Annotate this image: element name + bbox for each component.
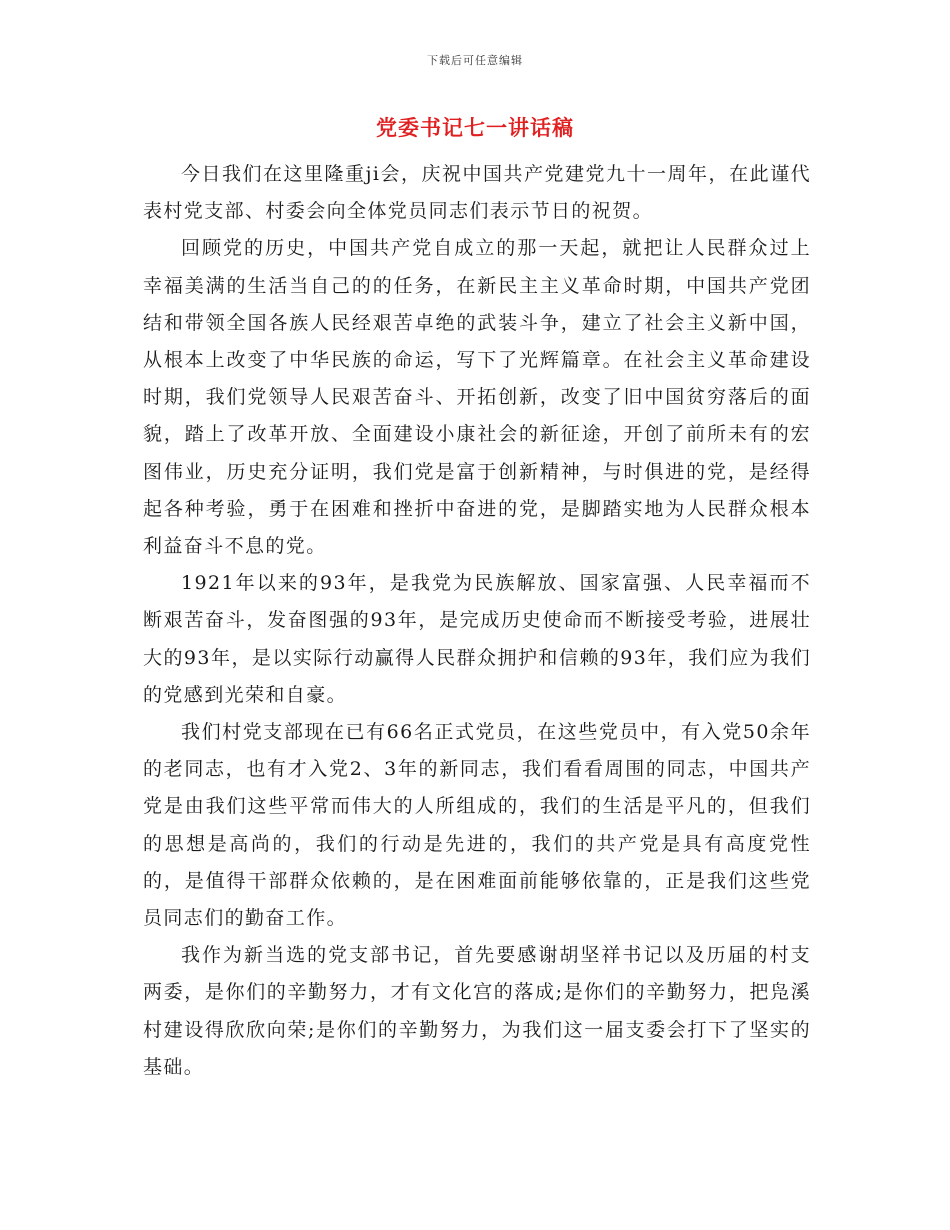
paragraph-2: 回顾党的历史，中国共产党自成立的那一天起，就把让人民群众过上幸福美满的生活当自己的的任务，在新民主主义革命时期，中国共产党团结和带领全国各族人民经艰苦卓绝的武装斗争，建立了社会主义新中国，从根本上改变了中华民族的命运，写下了光辉篇章。在社会主义革命建设时期，我们党领导人民艰苦奋斗、开拓创新，改变了旧中国贫穷落后的面貌，踏上了改革开放、全面建设小康社会的新征途，开创了前所未有的宏图伟业，历史充分证明，我们党是富于创新精神，与时俱进的党，是经得起各种考验，勇于在困难和挫折中奋进的党，是脚踏实地为人民群众根本利益奋斗不息的党。 bbox=[143, 237, 811, 558]
document-title: 党委书记七一讲话稿 bbox=[376, 115, 574, 140]
paragraph-4: 我们村党支部现在已有66名正式党员，在这些党员中，有入党50余年的老同志，也有才入党2、3年的新同志，我们看看周围的同志，中国共产党是由我们这些平常而伟大的人所组成的，我们的生活是平凡的，但我们的思想是高尚的，我们的行动是先进的，我们的共产党是具有高度党性的，是值得干部群众依赖的，是在困难面前能够依靠的，正是我们这些党员同志们的勤奋工作。 bbox=[143, 721, 811, 930]
paragraph-5: 我作为新当选的党支部书记，首先要感谢胡坚祥书记以及历届的村支两委，是你们的辛勤努力，才有文化宫的落成;是你们的辛勤努力，把凫溪村建设得欣欣向荣;是你们的辛勤努力，为我们这一届支委会打下了坚实的基础。 bbox=[143, 944, 811, 1078]
document-body bbox=[143, 156, 811, 1086]
paragraph-1: 今日我们在这里隆重ji会，庆祝中国共产党建党九十一周年，在此谨代表村党支部、村委会向全体党员同志们表示节日的祝贺。 bbox=[143, 163, 811, 223]
paragraph-3: 1921年以来的93年，是我党为民族解放、国家富强、人民幸福而不断艰苦奋斗，发奋图强的93年，是完成历史使命而不断接受考验，进展壮大的93年，是以实际行动赢得人民群众拥护和信赖的93年，我们应为我们的党感到光荣和自豪。 bbox=[143, 572, 811, 706]
page-header: 下载后可任意编辑 bbox=[427, 54, 523, 67]
